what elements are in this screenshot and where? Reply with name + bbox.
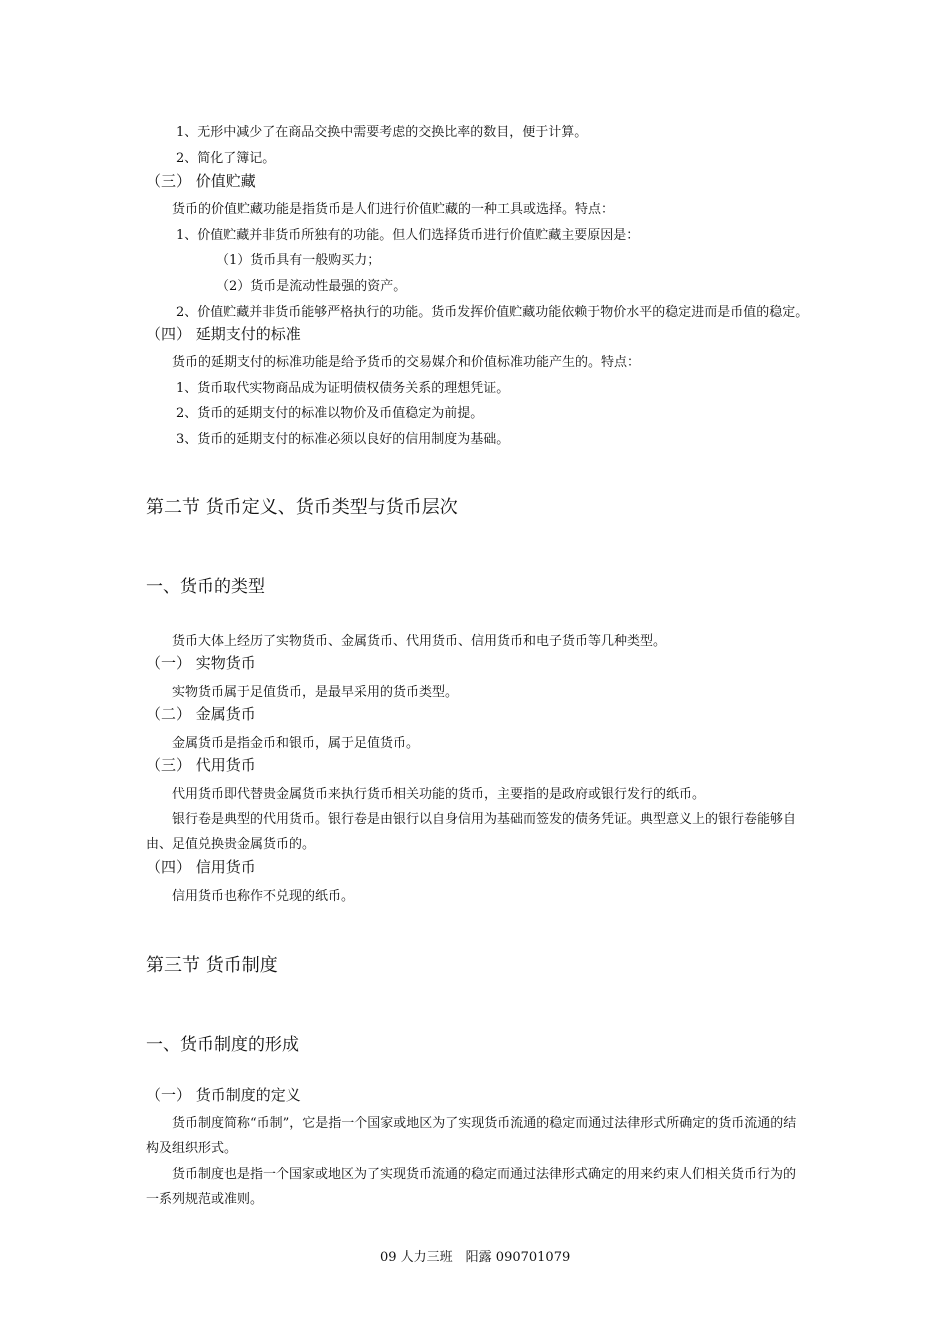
text-line: 货币制度简称“币制”，它是指一个国家或地区为了实现货币流通的稳定而通过法律形式所确定的货币流通的结 xyxy=(172,1116,797,1131)
subsection-heading: （一） 货币制度的定义 xyxy=(146,1086,301,1104)
text-line: 3、货币的延期支付的标准必须以良好的信用制度为基础。 xyxy=(176,432,510,447)
text-line: （2）货币是流动性最强的资产。 xyxy=(216,279,407,294)
text-line: 代用货币即代替贵金属货币来执行货币相关功能的货币，主要指的是政府或银行发行的纸币。 xyxy=(172,787,706,802)
text-line: 金属货币是指金币和银币，属于足值货币。 xyxy=(172,736,420,751)
text-line: 构及组织形式。 xyxy=(146,1141,238,1156)
text-line: 2、货币的延期支付的标准以物价及币值稳定为前提。 xyxy=(176,406,484,421)
subsection-heading: （二） 金属货币 xyxy=(146,705,256,723)
text-line: 银行卷是典型的代用货币。银行卷是由银行以自身信用为基础而签发的债务凭证。典型意义上的银行卷能够自 xyxy=(172,812,797,827)
text-line: 一系列规范或准则。 xyxy=(146,1192,264,1207)
text-line: 2、简化了簿记。 xyxy=(176,151,276,166)
page-footer: 09 人力三班 阳露 090701079 xyxy=(380,1250,571,1265)
text-line: 实物货币属于足值货币，是最早采用的货币类型。 xyxy=(172,685,459,700)
chapter-heading: 一、货币的类型 xyxy=(146,577,265,597)
chapter-heading: 一、货币制度的形成 xyxy=(146,1035,299,1055)
subsection-heading: （四） 延期支付的标准 xyxy=(146,325,301,343)
text-line: 货币的价值贮藏功能是指货币是人们进行价值贮藏的一种工具或选择。特点： xyxy=(172,202,615,217)
text-line: 信用货币也称作不兑现的纸币。 xyxy=(172,889,355,904)
text-line: 货币大体上经历了实物货币、金属货币、代用货币、信用货币和电子货币等几种类型。 xyxy=(172,634,667,649)
text-line: 1、货币取代实物商品成为证明债权债务关系的理想凭证。 xyxy=(176,381,510,396)
text-line: 1、价值贮藏并非货币所独有的功能。但人们选择货币进行价值贮藏主要原因是： xyxy=(176,228,640,243)
text-line: 2、价值贮藏并非货币能够严格执行的功能。货币发挥价值贮藏功能依赖于物价水平的稳定进而是币值的稳定。 xyxy=(176,305,809,320)
text-line: 1、无形中减少了在商品交换中需要考虑的交换比率的数目，便于计算。 xyxy=(176,125,588,140)
text-line: （1）货币具有一般购买力； xyxy=(216,253,381,268)
subsection-heading: （四） 信用货币 xyxy=(146,858,256,876)
text-line: 由、足值兑换贵金属货币的。 xyxy=(146,837,316,852)
text-line: 货币制度也是指一个国家或地区为了实现货币流通的稳定而通过法律形式确定的用来约束人们相关货币行为的 xyxy=(172,1167,797,1182)
subsection-heading: （三） 代用货币 xyxy=(146,756,256,774)
subsection-heading: （一） 实物货币 xyxy=(146,654,256,672)
text-line: 货币的延期支付的标准功能是给予货币的交易媒介和价值标准功能产生的。特点： xyxy=(172,355,641,370)
section-heading: 第二节 货币定义、货币类型与货币层次 xyxy=(146,497,458,518)
section-heading: 第三节 货币制度 xyxy=(146,955,278,976)
subsection-heading: （三） 价值贮藏 xyxy=(146,172,256,190)
